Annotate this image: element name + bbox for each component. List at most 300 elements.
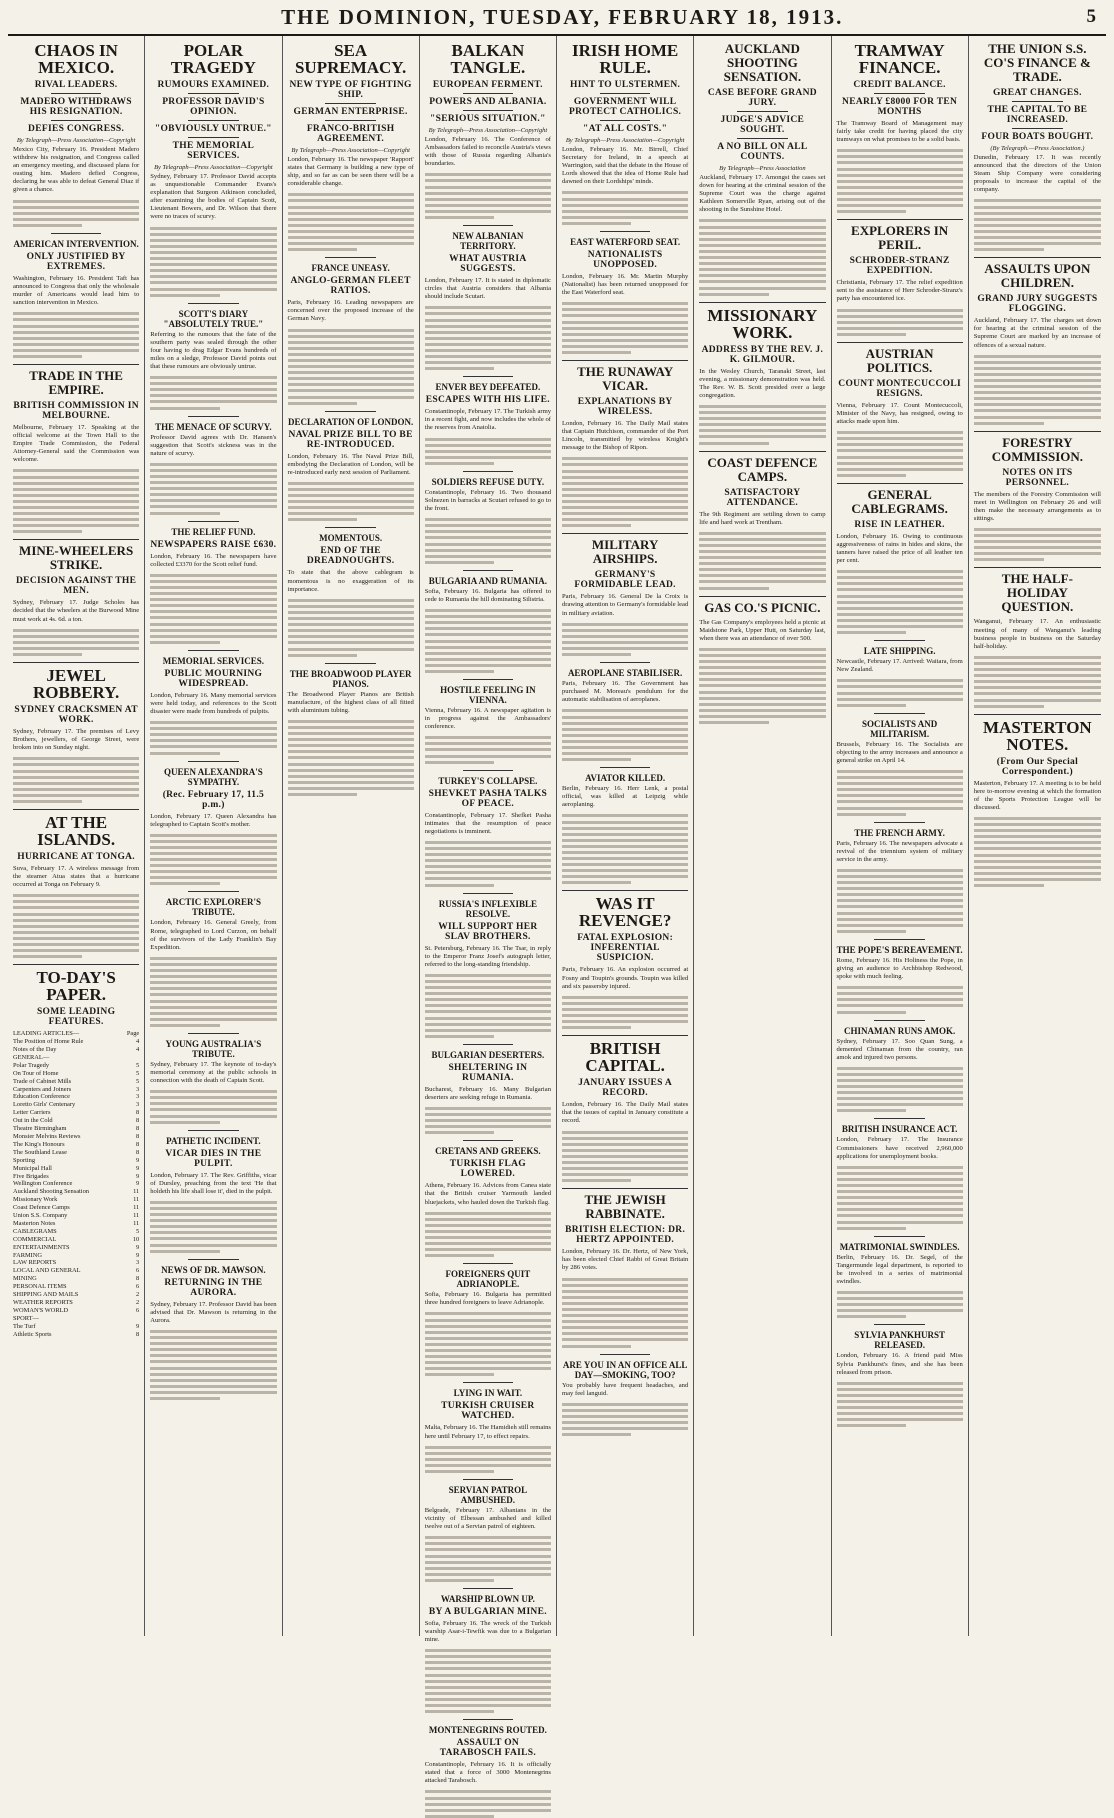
divider xyxy=(874,822,925,823)
headline: EXPLORERS IN PERIL. xyxy=(851,223,949,253)
article-text: Constantinople, February 17. Shefket Pasha intimates that the resumption of peace negotiations is imminent. xyxy=(424,811,551,835)
deck-rule xyxy=(737,111,788,112)
article-text: Sofia, February 16. The wreck of the Turkish warship Asar-i-Tewfik was due to a Bulgarian mine. xyxy=(424,1619,551,1644)
contents-row xyxy=(13,1157,139,1165)
contents-item: LEADING ARTICLES— xyxy=(13,1030,80,1038)
article-text: The 9th Regiment are settling down to camp life and hard work at Trentham. xyxy=(699,510,826,526)
article-text: You probably have frequent headaches, and may feel languid. xyxy=(562,1381,689,1397)
article xyxy=(562,890,688,1029)
body-copy-lines xyxy=(562,1403,688,1436)
contents-item: ENTERTAINMENTS xyxy=(13,1243,70,1251)
article xyxy=(974,567,1101,707)
article xyxy=(837,1118,963,1229)
divider xyxy=(188,891,239,892)
subheading: YOUNG AUSTRALIA'S TRIBUTE. xyxy=(165,1038,262,1059)
article-rule xyxy=(13,809,139,810)
article xyxy=(562,533,688,656)
body-copy-lines xyxy=(150,1201,276,1253)
article-rule xyxy=(562,890,688,891)
article-text: Melbourne, February 17. Speaking at the official welcome at the Town Hall to the Empire Trade Commission, the Federal Attorney-General said the Commission was welcome. xyxy=(13,423,140,464)
subheading: MOMENTOUS. xyxy=(319,533,383,544)
body-copy-lines xyxy=(425,1212,551,1258)
contents-page: 8 xyxy=(136,1330,140,1338)
body-copy-lines xyxy=(425,306,551,370)
article-rule xyxy=(562,360,688,361)
article xyxy=(562,231,688,354)
article xyxy=(974,431,1101,562)
article-text: Auckland, February 17. Amongst the cases set down for hearing at the criminal session of the Supreme Court was the charge against Kathleen Somerville Ryan, arising out of the shooting in the Sunshine Hotel. xyxy=(699,174,826,214)
divider xyxy=(463,1719,514,1720)
article xyxy=(13,964,139,1338)
body-copy-lines xyxy=(562,191,688,224)
body-copy-lines xyxy=(699,532,825,590)
deck-line: GREAT CHANGES. xyxy=(992,88,1082,98)
body-copy-lines xyxy=(425,173,551,219)
body-copy-lines xyxy=(150,227,276,297)
contents-item: COMMERCIAL xyxy=(13,1235,57,1243)
body-copy-lines xyxy=(837,679,963,706)
deck-line: JANUARY ISSUES A RECORD. xyxy=(578,1078,673,1099)
contents-item: LOCAL AND GENERAL xyxy=(13,1267,81,1275)
divider xyxy=(188,303,239,304)
masthead-title: THE DOMINION, TUESDAY, FEBRUARY 18, 1913. xyxy=(281,4,844,29)
article-text: Berlin, February 16. Herr Lenk, a postal official, was killed at Leipzig while aeroplaning. xyxy=(562,785,689,809)
contents-row xyxy=(13,1109,139,1117)
subheading: QUEEN ALEXANDRA'S SYMPATHY. xyxy=(163,766,263,787)
article-text: Sydney, February 17. Judge Scholes has decided that the wheelers at the Burwood Mine must work at 4s. 6d. a ton. xyxy=(13,599,140,623)
body-copy-lines xyxy=(837,1166,963,1230)
body-copy-lines xyxy=(150,721,276,754)
article xyxy=(837,640,963,707)
contents-page: 11 xyxy=(133,1212,140,1220)
contents-page: 9 xyxy=(136,1322,140,1330)
body-copy-lines xyxy=(150,376,276,409)
subheading: BULGARIAN DESERTERS. xyxy=(431,1049,545,1060)
headline: ASSAULTS UPON CHILDREN. xyxy=(984,261,1091,291)
article-text: The members of the Forestry Commission will meet in Wellington on February 26 and will then make the necessary arrangements as to sittings. xyxy=(973,490,1101,522)
contents-item: The Turf xyxy=(13,1322,36,1330)
body-copy-lines xyxy=(562,1278,688,1348)
deck-line: RISE IN LEATHER. xyxy=(854,519,945,530)
page-number: 5 xyxy=(1086,6,1096,27)
contents-item: Trade of Cabinet Mills xyxy=(13,1077,72,1085)
body-copy-lines xyxy=(425,1790,551,1817)
contents-page: 3 xyxy=(136,1101,140,1109)
contents-item: Union S.S. Company xyxy=(13,1212,68,1220)
contents-row xyxy=(13,1038,139,1046)
contents-list xyxy=(13,1030,139,1338)
contents-item: GENERAL— xyxy=(13,1053,50,1061)
article-rule xyxy=(13,964,139,965)
contents-row xyxy=(13,1054,139,1062)
divider xyxy=(600,231,651,232)
subheading: RUSSIA'S INFLEXIBLE RESOLVE. xyxy=(438,898,538,919)
contents-row xyxy=(13,1252,139,1260)
contents-page: 10 xyxy=(132,1235,140,1243)
subheading: ARE YOU IN AN OFFICE ALL DAY—SMOKING, TOO? xyxy=(562,1359,688,1380)
contents-row xyxy=(13,1125,139,1133)
subheading: THE RELIEF FUND. xyxy=(171,526,256,537)
headline: BRITISH CAPITAL. xyxy=(585,1039,665,1076)
article xyxy=(837,1020,963,1113)
article xyxy=(974,42,1101,251)
article-text: Auckland, February 17. The charges set down for hearing at the criminal session of the Supreme Court are marked by an increase of offences of a sexual nature. xyxy=(973,317,1101,349)
deck-rule xyxy=(737,138,788,139)
deck-line: NEWSPAPERS RAISE £630. xyxy=(150,539,277,550)
deck-rule xyxy=(188,137,239,138)
article xyxy=(425,376,551,465)
deck-line: ESCAPES WITH HIS LIFE. xyxy=(425,395,550,406)
contents-page: 6 xyxy=(136,1283,140,1291)
article xyxy=(150,1259,276,1400)
article-text: Suva, February 17. A wireless message from the steamer Atua states that a hurricane occurred at Tonga on February 9. xyxy=(13,864,140,889)
article-text: Paris, February 16. General De la Croix is drawing attention to Germany's formidable lead in military aviation. xyxy=(562,593,689,617)
body-copy-lines xyxy=(425,1107,551,1134)
contents-item: The Position of Home Rule xyxy=(13,1038,84,1046)
deck-line: RUMOURS EXAMINED. xyxy=(157,80,270,90)
divider xyxy=(874,640,925,641)
article-text: Paris, February 16. An explosion occurred at Fosny and Toupin's grounds. Toupin was killed and six passersby injured. xyxy=(562,966,689,990)
subheading: SCOTT'S DIARY "ABSOLUTELY TRUE." xyxy=(163,308,264,329)
article-rule xyxy=(699,302,825,303)
deck-rule xyxy=(325,103,376,104)
article-text: To state that the above cablegram is momentous is no exaggeration of its importance. xyxy=(287,569,414,593)
deck-line: GOVERNMENT WILL PROTECT CATHOLICS. xyxy=(569,97,682,117)
article xyxy=(699,596,825,724)
article-text: Sydney, February 17. The premises of Levy Brothers, jewellers, of George Street, were broken into on Sunday night. xyxy=(13,728,140,752)
body-copy-lines xyxy=(562,1131,688,1183)
contents-page: 2 xyxy=(136,1299,140,1306)
contents-item: Coast Defence Camps xyxy=(13,1204,70,1212)
article-text: The Broadwood Player Pianos are British manufacture, of the highest class of all fitted with aluminium tubing. xyxy=(287,690,414,714)
article-text: Referring to the rumours that the fate of the southern party was sealed through the other four having to drag Edgar Evans hundreds of miles on a sledge, Professor David points out that these rumours are obviously untrue. xyxy=(150,330,277,370)
deck-line: DECISION AGAINST THE MEN. xyxy=(16,576,137,597)
body-copy-lines xyxy=(150,574,276,644)
column-2 xyxy=(145,36,282,1636)
body-copy-lines xyxy=(425,1312,551,1376)
article xyxy=(837,939,963,1014)
article xyxy=(837,42,963,213)
contents-item: Letter Carriers xyxy=(13,1109,51,1117)
deck-line: A NO BILL ON ALL COUNTS. xyxy=(717,142,808,162)
divider xyxy=(188,521,239,522)
article xyxy=(425,570,551,673)
subheading: CHINAMAN RUNS AMOK. xyxy=(844,1025,956,1036)
contents-row xyxy=(13,1078,139,1086)
contents-item: The King's Honours xyxy=(13,1140,65,1148)
byline: By Telegraph—Press Association—Copyright xyxy=(291,147,410,154)
contents-row xyxy=(13,1117,139,1125)
subheading: ENVER BEY DEFEATED. xyxy=(435,382,541,393)
article-text: Sofia, February 16. Bulgaria has permitted three hundred foreigners to leave Adrianople. xyxy=(424,1291,551,1307)
article-text: London, February 16. The Daily Mail states that the issues of capital in January constitute a record. xyxy=(562,1101,689,1125)
contents-row xyxy=(13,1173,139,1181)
headline: MASTERTON NOTES. xyxy=(983,717,1092,754)
byline: By Telegraph—Press Association—Copyright xyxy=(154,164,273,171)
article-text: London, February 16. A friend paid Miss Sylvia Pankhurst's fines, and she has been released from prison. xyxy=(836,1352,963,1376)
contents-page: 8 xyxy=(136,1117,140,1125)
deck-line: MADERO WITHDRAWS HIS RESIGNATION. xyxy=(20,97,132,117)
article-text: Christiania, February 17. The relief expedition sent to the assistance of Herr Schroder-Stranz's party has encountered ice. xyxy=(836,279,963,303)
article-text: Vienna, February 17. Count Montecuccoli, Minister of the Navy, has resigned, owing to attacks made upon him. xyxy=(836,401,963,426)
article xyxy=(425,1044,551,1135)
divider xyxy=(874,1236,925,1237)
article xyxy=(150,1130,276,1253)
deck-line: HURRICANE AT TONGA. xyxy=(17,851,135,862)
article-text: Paris, February 16. Leading newspapers are concerned over the proposed increase of the German Navy. xyxy=(287,299,414,323)
contents-row xyxy=(13,1180,139,1188)
article xyxy=(837,822,963,933)
deck-rule xyxy=(463,93,514,94)
article xyxy=(425,1479,551,1582)
column-5 xyxy=(557,36,694,1636)
columns xyxy=(8,36,1106,1785)
article xyxy=(150,891,276,1026)
article xyxy=(562,360,688,527)
contents-page: 4 xyxy=(136,1038,140,1046)
contents-item: Five Brigades xyxy=(13,1172,49,1180)
contents-page: 8 xyxy=(136,1132,140,1140)
body-copy-lines xyxy=(562,623,688,656)
article xyxy=(425,225,551,370)
article xyxy=(425,770,551,887)
divider xyxy=(188,1130,239,1131)
contents-item: Carpenters and Joiners xyxy=(13,1085,72,1093)
deck-rule xyxy=(874,93,925,94)
body-copy-lines xyxy=(425,736,551,763)
article-rule xyxy=(837,219,963,220)
article xyxy=(974,714,1101,887)
subheading: MEMORIAL SERVICES. xyxy=(162,655,264,666)
article xyxy=(13,662,139,803)
body-copy-lines xyxy=(837,770,963,816)
divider xyxy=(874,939,925,940)
divider xyxy=(463,471,514,472)
contents-page: 5 xyxy=(136,1069,140,1077)
contents-item: Sporting xyxy=(13,1156,36,1164)
contents-item: CABLEGRAMS xyxy=(13,1227,57,1235)
divider xyxy=(325,527,376,528)
headline: FORESTRY COMMISSION. xyxy=(991,434,1084,464)
divider xyxy=(325,257,376,258)
deck-rule xyxy=(188,120,239,121)
deck-line: CASE BEFORE GRAND JURY. xyxy=(707,88,817,108)
article xyxy=(13,364,139,533)
article-text: Athens, February 16. Advices from Canea state that the British cruiser Yarmouth landed bluejackets, who hauled down the Turkish flag. xyxy=(424,1182,551,1206)
article-rule xyxy=(974,714,1101,715)
deck-line: GRAND JURY SUGGESTS FLOGGING. xyxy=(977,294,1098,315)
divider xyxy=(188,650,239,651)
article-text: Wanganui, February 17. An enthusiastic meeting of many of Wanganui's leading business people in business on the Saturday half-holiday. xyxy=(973,618,1101,650)
article xyxy=(13,233,139,358)
article-rule xyxy=(13,539,139,540)
article-text: Bucharest, February 16. Many Bulgarian deserters are seeking refuge in Rumania. xyxy=(424,1085,551,1101)
article-text: Sydney, February 17. The keynote of to-day's memorial ceremony at the public schools in connection with the death of Captain Scott. xyxy=(150,1060,277,1085)
headline: THE UNION S.S. CO'S FINANCE & TRADE. xyxy=(983,41,1091,84)
masthead xyxy=(8,0,1106,36)
body-copy-lines xyxy=(974,199,1101,251)
contents-page: 2 xyxy=(136,1291,140,1299)
body-copy-lines xyxy=(837,869,963,933)
article xyxy=(13,809,139,958)
article xyxy=(425,679,551,764)
contents-page: 11 xyxy=(133,1188,140,1196)
divider xyxy=(463,225,514,226)
article-text: Constantinople, February 16. It is officially stated that a force of 3000 Montenegrins attacked Tarabosch. xyxy=(424,1761,551,1785)
body-copy-lines xyxy=(13,200,139,227)
article xyxy=(974,257,1101,424)
subheading: LYING IN WAIT. xyxy=(453,1388,523,1399)
headline: JEWEL ROBBERY. xyxy=(33,666,120,703)
body-copy-lines xyxy=(150,957,276,1027)
deck-line: SHELTERING IN RUMANIA. xyxy=(448,1062,528,1083)
deck-line: SYDNEY CRACKSMEN AT WORK. xyxy=(14,705,138,726)
deck-line: GERMANY'S FORMIDABLE LEAD. xyxy=(574,570,676,591)
body-copy-lines xyxy=(699,648,825,724)
body-copy-lines xyxy=(13,469,139,533)
subheading: CRETANS AND GREEKS. xyxy=(435,1146,541,1157)
article xyxy=(562,42,688,225)
article-rule xyxy=(13,364,139,365)
article xyxy=(13,539,139,656)
subheading: FOREIGNERS QUIT ADRIANOPLE. xyxy=(445,1269,531,1290)
deck-rule xyxy=(51,93,102,94)
contents-page: 9 xyxy=(136,1180,140,1188)
headline: TRAMWAY FINANCE. xyxy=(854,41,945,77)
article xyxy=(425,1263,551,1376)
contents-row xyxy=(13,1196,139,1204)
subheading: DECLARATION OF LONDON. xyxy=(287,416,414,427)
body-copy-lines xyxy=(150,463,276,515)
headline: GAS CO.'S PICNIC. xyxy=(704,599,821,615)
headline: AUCKLAND SHOOTING SENSATION. xyxy=(723,41,802,84)
article xyxy=(288,257,414,404)
deck-line: SATISFACTORY ATTENDANCE. xyxy=(724,487,801,508)
deck-line: CREDIT BALANCE. xyxy=(853,80,946,90)
deck-line: SHEVKET PASHA TALKS OF PEACE. xyxy=(428,788,548,809)
article xyxy=(425,1588,551,1713)
deck-line: COUNT MONTECUCCOLI RESIGNS. xyxy=(838,378,961,399)
contents-row xyxy=(13,1323,139,1331)
article-rule xyxy=(837,483,963,484)
headline: CHAOS IN MEXICO. xyxy=(34,41,118,77)
article-text: London, February 16. Mr. Birrell, Chief Secretary for Ireland, in a speech at Warrington, said that the debate in the House of Lords showed that the idea of Home Rule had dawned on their Lordships' minds. xyxy=(562,146,689,186)
contents-row xyxy=(13,1244,139,1252)
body-copy-lines xyxy=(974,656,1101,708)
column-7 xyxy=(832,36,969,1636)
body-copy-lines xyxy=(837,1382,963,1428)
contents-page: 3 xyxy=(136,1093,140,1101)
contents-item: Notes of the Day xyxy=(13,1046,57,1053)
column-6 xyxy=(694,36,831,1636)
contents-row xyxy=(13,1165,139,1173)
deck-rule xyxy=(600,120,651,121)
body-copy-lines xyxy=(974,355,1101,425)
contents-page: 6 xyxy=(136,1306,140,1314)
article xyxy=(837,713,963,816)
article xyxy=(150,761,276,886)
body-copy-lines xyxy=(837,431,963,477)
headline: MILITARY AIRSHIPS. xyxy=(591,537,659,567)
article xyxy=(562,1035,688,1182)
body-copy-lines xyxy=(288,482,414,522)
deck-line: VICAR DIES IN THE PULPIT. xyxy=(165,1148,262,1169)
byline: By Telegraph—Press Association xyxy=(719,165,806,172)
article xyxy=(13,42,139,227)
article-rule xyxy=(699,451,825,452)
divider xyxy=(463,679,514,680)
article-text: Malta, February 16. The Hamidieh still remains here until February 17, to effect repairs. xyxy=(424,1424,551,1440)
article xyxy=(150,416,276,515)
contents-item: WEATHER REPORTS xyxy=(13,1299,73,1306)
article xyxy=(425,1140,551,1257)
contents-page: 11 xyxy=(133,1219,140,1227)
subheading: SERVIAN PATROL AMBUSHED. xyxy=(448,1484,528,1505)
contents-row xyxy=(13,1267,139,1275)
subheading: SYLVIA PANKHURST RELEASED. xyxy=(854,1330,946,1351)
article-text: London, February 16. The newspaper 'Rapport' states that Germany is building a new type of ship, and so far as can be seen there will be a considerable change. xyxy=(287,156,414,188)
deck-rule xyxy=(1012,101,1063,102)
contents-item: LAW REPORTS xyxy=(13,1259,57,1267)
contents-row xyxy=(13,1307,139,1315)
contents-row xyxy=(13,1275,139,1283)
deck-line: THE CAPITAL TO BE INCREASED. xyxy=(987,105,1088,125)
divider xyxy=(600,662,651,663)
contents-page: 9 xyxy=(136,1251,140,1259)
subheading: THE BROADWOOD PLAYER PIANOS. xyxy=(289,668,412,689)
article-text: Masterton, February 17. A meeting is to be held here to-morrow evening at which the formation of the Sports Protection League will be discussed. xyxy=(973,779,1101,811)
deck-line: RIVAL LEADERS. xyxy=(34,80,118,90)
body-copy-lines xyxy=(425,518,551,564)
subheading: NEW ALBANIAN TERRITORY. xyxy=(452,231,524,252)
divider xyxy=(188,416,239,417)
article-rule xyxy=(13,662,139,663)
body-copy-lines xyxy=(562,996,688,1029)
body-copy-lines xyxy=(13,894,139,958)
headline: TO-DAY'S PAPER. xyxy=(36,968,116,1005)
article-text: Berlin, February 16. Dr. Segel, of the Tangermunde legal department, is reported to be involved in a series of matrimonial swindles. xyxy=(836,1253,963,1285)
contents-item: Out in the Cold xyxy=(13,1117,53,1125)
article xyxy=(425,1719,551,1818)
article xyxy=(562,1188,688,1347)
article xyxy=(150,521,276,644)
deck-line: GERMAN ENTERPRISE. xyxy=(293,107,408,117)
deck-line: HINT TO ULSTERMEN. xyxy=(570,80,681,90)
body-copy-lines xyxy=(425,609,551,673)
subheading: HOSTILE FEELING IN VIENNA. xyxy=(440,684,536,705)
contents-page: 9 xyxy=(136,1172,140,1180)
body-copy-lines xyxy=(837,309,963,336)
body-copy-lines xyxy=(425,438,551,465)
contents-row xyxy=(13,1149,139,1157)
contents-row xyxy=(13,1259,139,1267)
article-text: Professor David agrees with Dr. Hansen's suggestion that Scott's sickness was in the nature of scurvy. xyxy=(150,433,277,457)
contents-item: Polar Tragedy xyxy=(13,1061,50,1069)
contents-item: Loretto Girls' Centenary xyxy=(13,1101,76,1109)
deck-line: END OF THE DREADNOUGHTS. xyxy=(306,546,395,567)
article-text: Paris, February 16. The Government has purchased M. Moreau's pendulum for the automatic stabilisation of aeroplanes. xyxy=(562,680,689,704)
column-3 xyxy=(283,36,420,1636)
contents-row xyxy=(13,1101,139,1109)
contents-item: Auckland Shooting Sensation xyxy=(13,1188,89,1196)
article xyxy=(425,42,551,219)
divider xyxy=(874,1324,925,1325)
article-rule xyxy=(699,596,825,597)
column-1 xyxy=(8,36,145,1636)
article-text: London, February 16. Owing to continuous aggressiveness of rains in hides and skins, the tanners have raised the price of all leather ten per cent. xyxy=(836,532,963,565)
deck-line: PROFESSOR DAVID'S OPINION. xyxy=(162,97,265,117)
article-text: Rome, February 16. His Holiness the Pope, in giving an audience to Archbishop Redwood, spoke with much feeling. xyxy=(836,956,963,981)
